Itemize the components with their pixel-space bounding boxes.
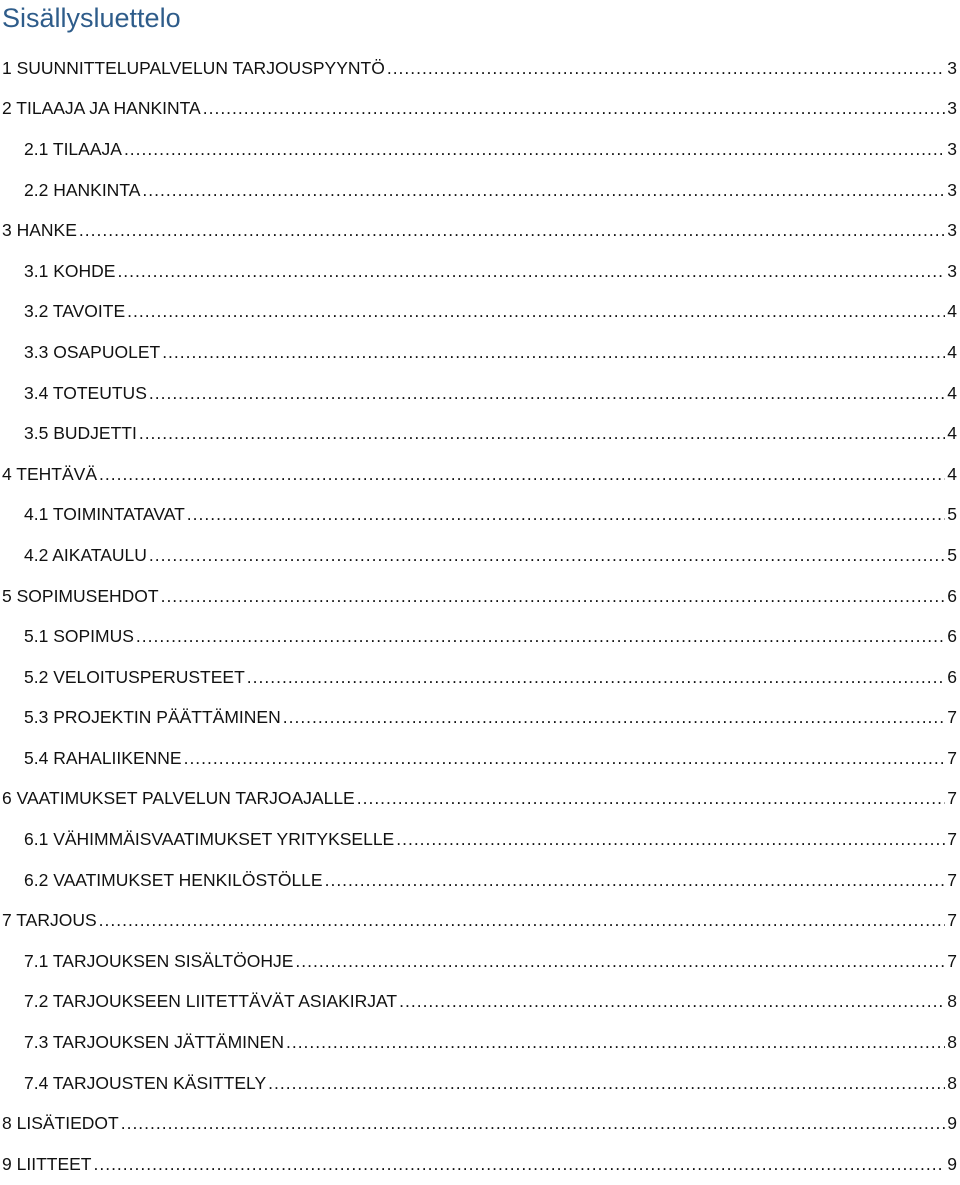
toc-entry[interactable]: [0, 1103, 960, 1144]
toc-entry-number: 4.1: [24, 504, 49, 525]
toc-entry[interactable]: [0, 210, 960, 251]
toc-entry-number: 2.2: [24, 179, 49, 200]
toc-page-number: 7: [947, 788, 957, 809]
toc-entry-title: [2, 1154, 91, 1175]
toc-entry-title: [24, 261, 115, 282]
toc-dot-leader: [203, 98, 946, 119]
toc-entry-title: [2, 58, 385, 79]
toc-dot-leader: [286, 1032, 945, 1053]
toc-page-number: 4: [947, 382, 957, 403]
toc-entry-title: [2, 98, 201, 119]
toc-entry[interactable]: [0, 332, 960, 373]
toc-entry-label: TARJOUKSEEN LIITETTÄVÄT ASIAKIRJAT: [52, 991, 398, 1012]
toc-entry-title: [24, 667, 245, 688]
toc-entry-label: HANKINTA: [53, 179, 141, 200]
toc-entry-label: KOHDE: [53, 260, 116, 281]
toc-dot-leader: [161, 586, 946, 607]
toc-entry[interactable]: [0, 251, 960, 292]
toc-entry-title: [24, 342, 160, 363]
toc-entry-number: 5.3: [24, 707, 49, 728]
toc-dot-leader: [139, 423, 945, 444]
toc-page-number: 5: [947, 544, 957, 565]
toc-entry-number: 5.2: [24, 666, 49, 687]
toc-entry[interactable]: [0, 576, 960, 617]
toc-entry-title: [24, 139, 122, 160]
toc-entry-label: TOIMINTATAVAT: [52, 504, 185, 525]
toc-entry-number: 1: [2, 57, 12, 78]
toc-entry[interactable]: [0, 900, 960, 941]
toc-dot-leader: [149, 545, 945, 566]
table-of-contents: [0, 48, 960, 1185]
toc-entry-number: 3.4: [24, 382, 49, 403]
toc-entry-title: [24, 1032, 284, 1053]
toc-dot-leader: [136, 626, 945, 647]
toc-entry[interactable]: [0, 779, 960, 820]
toc-page-number: 3: [947, 98, 957, 119]
toc-entry-number: 5.4: [24, 747, 49, 768]
toc-entry-title: [24, 951, 293, 972]
toc-page-number: 7: [947, 829, 957, 850]
toc-entry[interactable]: [0, 495, 960, 536]
toc-entry-number: 3: [2, 220, 12, 241]
toc-entry-number: 6.1: [24, 829, 49, 850]
toc-dot-leader: [117, 261, 945, 282]
toc-entry[interactable]: [0, 616, 960, 657]
toc-page-number: 7: [947, 869, 957, 890]
toc-page-number: 6: [947, 666, 957, 687]
toc-entry-label: SOPIMUSEHDOT: [16, 585, 159, 606]
toc-page-number: 3: [947, 138, 957, 159]
toc-entry-label: TARJOUS: [16, 910, 97, 931]
toc-entry-label: TILAAJA JA HANKINTA: [16, 98, 201, 119]
toc-entry-label: VELOITUSPERUSTEET: [53, 666, 245, 687]
toc-dot-leader: [149, 383, 945, 404]
toc-entry-label: SOPIMUS: [53, 626, 134, 647]
toc-dot-leader: [396, 829, 945, 850]
toc-entry-label: PROJEKTIN PÄÄTTÄMINEN: [53, 707, 281, 728]
toc-entry-label: TILAAJA: [52, 138, 122, 159]
toc-dot-leader: [142, 180, 945, 201]
toc-page-number: 9: [947, 1113, 957, 1134]
toc-entry-label: OSAPUOLET: [53, 341, 161, 362]
toc-entry-number: 3.5: [24, 423, 49, 444]
toc-dot-leader: [162, 342, 945, 363]
toc-entry-number: 3.1: [24, 260, 49, 281]
toc-entry-number: 5: [2, 585, 12, 606]
toc-entry-label: AIKATAULU: [52, 544, 147, 565]
toc-entry-title: [24, 423, 137, 444]
toc-entry-number: 7.4: [24, 1072, 49, 1093]
toc-entry[interactable]: [0, 1063, 960, 1104]
toc-page-number: 8: [947, 1072, 957, 1093]
toc-dot-leader: [184, 748, 946, 769]
toc-heading: Sisällysluettelo: [2, 3, 181, 33]
toc-entry-number: 9: [2, 1153, 12, 1174]
toc-entry[interactable]: [0, 738, 960, 779]
toc-page-number: 7: [947, 950, 957, 971]
toc-entry-number: 2: [2, 98, 12, 119]
toc-entry-label: VAATIMUKSET HENKILÖSTÖLLE: [53, 869, 323, 890]
toc-dot-leader: [79, 220, 945, 241]
toc-entry[interactable]: [0, 413, 960, 454]
toc-entry[interactable]: [0, 373, 960, 414]
toc-dot-leader: [283, 707, 946, 728]
toc-entry-number: 2.1: [24, 138, 49, 159]
toc-entry[interactable]: [0, 941, 960, 982]
toc-entry[interactable]: [0, 860, 960, 901]
toc-dot-leader: [99, 464, 945, 485]
toc-entry-number: 6: [2, 788, 12, 809]
toc-dot-leader: [325, 870, 946, 891]
toc-entry-title: [2, 788, 355, 809]
toc-page-number: 6: [947, 626, 957, 647]
toc-entry-title: [24, 301, 125, 322]
toc-page-number: 7: [947, 707, 957, 728]
toc-entry[interactable]: [0, 535, 960, 576]
toc-page-number: 3: [947, 220, 957, 241]
toc-entry[interactable]: [0, 89, 960, 130]
toc-page-number: 8: [947, 1032, 957, 1053]
toc-entry-title: [2, 220, 77, 241]
toc-page-number: 6: [947, 585, 957, 606]
toc-entry[interactable]: [0, 698, 960, 739]
toc-page-number: 4: [947, 463, 957, 484]
toc-entry-label: LIITTEET: [16, 1153, 92, 1174]
toc-dot-leader: [124, 139, 945, 160]
toc-page-number: 4: [947, 423, 957, 444]
toc-entry-title: [24, 1073, 266, 1094]
toc-entry[interactable]: [0, 1144, 960, 1185]
toc-entry-title: [24, 748, 182, 769]
toc-entry-number: 3.2: [24, 301, 49, 322]
toc-page-number: 8: [947, 991, 957, 1012]
toc-dot-leader: [295, 951, 945, 972]
toc-entry-title: [2, 1113, 119, 1134]
toc-entry[interactable]: [0, 657, 960, 698]
toc-dot-leader: [93, 1154, 945, 1175]
toc-entry-label: TOTEUTUS: [52, 382, 147, 403]
toc-entry-label: BUDJETTI: [53, 423, 137, 444]
toc-entry-number: 5.1: [24, 626, 49, 647]
toc-entry-title: [24, 383, 147, 404]
toc-entry[interactable]: [0, 1022, 960, 1063]
toc-entry-label: HANKE: [16, 220, 77, 241]
toc-page-number: 3: [947, 260, 957, 281]
toc-page-number: 3: [947, 57, 957, 78]
toc-entry-label: TARJOUKSEN SISÄLTÖOHJE: [52, 950, 294, 971]
toc-page-number: 7: [947, 747, 957, 768]
toc-dot-leader: [99, 910, 946, 931]
toc-entry[interactable]: [0, 292, 960, 333]
toc-page-number: 4: [947, 301, 957, 322]
toc-entry-title: [24, 829, 394, 850]
toc-entry-title: [24, 180, 140, 201]
toc-entry-label: SUUNNITTELUPALVELUN TARJOUSPYYNTÖ: [16, 57, 385, 78]
toc-entry[interactable]: [0, 982, 960, 1023]
toc-entry-number: 7.1: [24, 950, 49, 971]
toc-entry[interactable]: [0, 819, 960, 860]
toc-entry-title: [2, 910, 97, 931]
toc-entry-number: 7: [2, 910, 12, 931]
toc-dot-leader: [121, 1113, 946, 1134]
toc-entry-title: [24, 504, 185, 525]
toc-entry-number: 4.2: [24, 544, 49, 565]
toc-entry-label: VÄHIMMÄISVAATIMUKSET YRITYKSELLE: [53, 829, 395, 850]
toc-dot-leader: [268, 1073, 945, 1094]
toc-entry-label: VAATIMUKSET PALVELUN TARJOAJALLE: [16, 788, 355, 809]
toc-entry-label: LISÄTIEDOT: [16, 1113, 119, 1134]
toc-entry-label: TARJOUSTEN KÄSITTELY: [52, 1072, 267, 1093]
toc-page-number: 7: [947, 910, 957, 931]
toc-dot-leader: [387, 58, 945, 79]
toc-page-number: 4: [947, 341, 957, 362]
toc-entry-number: 6.2: [24, 869, 49, 890]
toc-entry[interactable]: [0, 170, 960, 211]
toc-entry-title: [2, 464, 97, 485]
toc-entry-title: [24, 870, 323, 891]
toc-dot-leader: [399, 991, 945, 1012]
toc-entry-number: 7.2: [24, 991, 49, 1012]
toc-entry-number: 3.3: [24, 341, 49, 362]
toc-entry-number: 7.3: [24, 1032, 49, 1053]
toc-dot-leader: [187, 504, 945, 525]
toc-entry-label: TARJOUKSEN JÄTTÄMINEN: [52, 1032, 284, 1053]
toc-dot-leader: [127, 301, 945, 322]
toc-entry-label: TEHTÄVÄ: [16, 463, 97, 484]
toc-dot-leader: [357, 788, 946, 809]
toc-entry-title: [24, 707, 281, 728]
toc-entry-title: [24, 991, 397, 1012]
toc-entry-title: [24, 626, 134, 647]
toc-entry-number: 8: [2, 1113, 12, 1134]
toc-page-number: 9: [947, 1153, 957, 1174]
toc-entry-title: [2, 586, 159, 607]
toc-entry[interactable]: [0, 129, 960, 170]
toc-dot-leader: [247, 667, 945, 688]
toc-entry-label: TAVOITE: [52, 301, 126, 322]
toc-page-number: 5: [947, 504, 957, 525]
toc-entry[interactable]: [0, 48, 960, 89]
toc-entry-number: 4: [2, 463, 12, 484]
toc-entry-label: RAHALIIKENNE: [53, 747, 182, 768]
toc-entry[interactable]: [0, 454, 960, 495]
toc-page-number: 3: [947, 179, 957, 200]
toc-entry-title: [24, 545, 147, 566]
